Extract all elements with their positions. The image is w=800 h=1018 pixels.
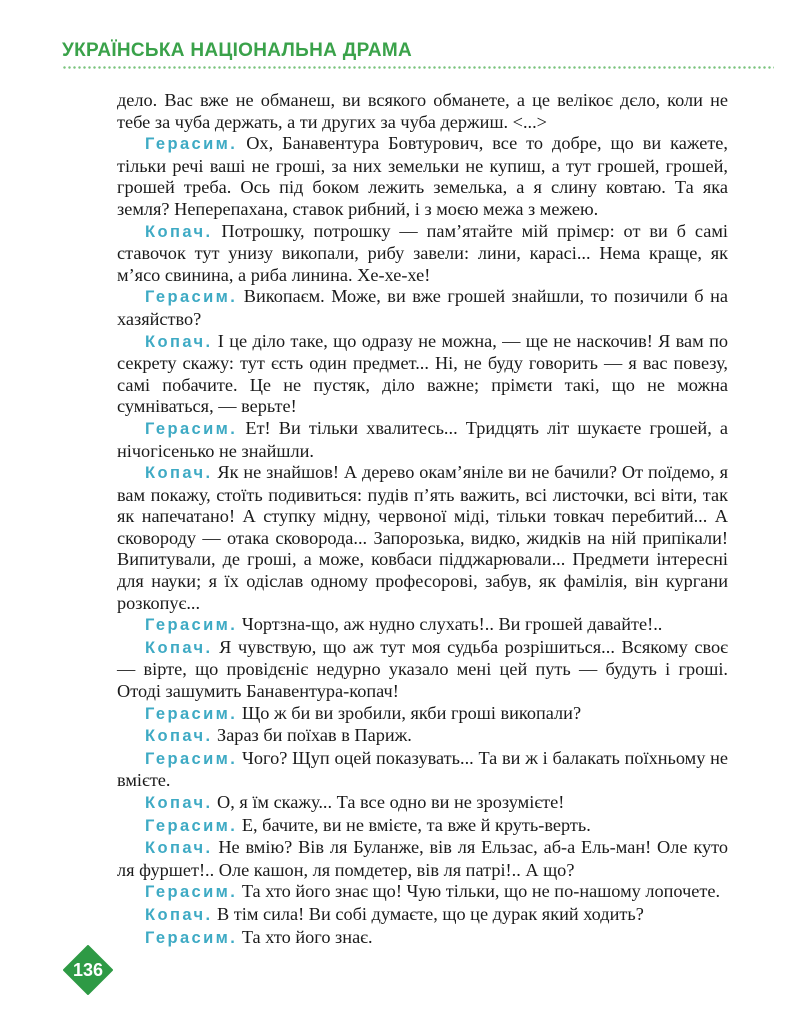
dialogue-line [117, 792, 728, 815]
page-number: 136 [72, 960, 104, 980]
paragraph [117, 90, 728, 133]
speaker-name: Герасим. [145, 704, 238, 723]
line-text: Чого? Щуп оцей показувать... Та ви ж і балакать поїхньому не вмієте. [117, 747, 728, 791]
line-text: Потрошку, потрошку — пам’ятайте мій прімєр: от ви б самі ставочок тут унизу викопали, рибу завели: лини, карасі... Нема краще, як м’ясо свинина, а риба линина. Хе-хе-хе! [117, 220, 728, 285]
dialogue-line [117, 331, 728, 418]
speaker-name: Копач. [145, 332, 213, 351]
speaker-name: Герасим. [145, 816, 238, 835]
dialogue-line [117, 133, 728, 220]
speaker-name: Копач. [145, 638, 213, 657]
paragraph-text: дело. Вас вже не обманеш, ви всякого обманете, а це велікоє дєло, коли не тебе за чуба держать, а ти других за чуба держиш. <...> [117, 90, 728, 132]
dialogue-line [117, 703, 728, 726]
dialogue-line [117, 748, 728, 792]
speaker-name: Копач. [145, 794, 213, 812]
drama-text [117, 90, 728, 949]
line-text: Ет! Ви тільки хвалитесь... Тридцять літ шукаєте грошей, а нічогісенько не знайшли. [117, 417, 729, 461]
line-text: Не вмію? Вів ля Буланже, вів ля Ельзас, аб-а Ель-ман! Оле куто ля фуршет!.. Оле кашон, ля помдетер, вів ля патрі!.. А що? [117, 837, 728, 880]
speaker-name: Герасим. [145, 883, 238, 902]
dialogue-line [117, 881, 728, 904]
line-text: Та хто його знає. [241, 926, 373, 947]
dialogue-line [117, 927, 728, 950]
line-text: Ох, Банавентура Бовтурович, все то добре, що ви кажете, тільки речі ваші не гроші, за них земельки не купиш, а тут грошей, грошей, грошей треба. Ось під боком лежить земелька, а я слину ковтаю. Та яка земля? Неперепахана, ставок рибний, і з моєю межа з межею. [117, 133, 728, 219]
line-text: Чортзна-що, аж нудно слухать!.. Ви грошей давайте!.. [241, 614, 663, 635]
dialogue-line [117, 418, 728, 462]
line-text: Я чувствую, що аж тут моя судьба розрішиться... Всякому своє — вірте, що провідєніє недурно указало мені цей путь — будуть і гроші. Отоді зашумить Банавентура-копач! [117, 636, 728, 702]
speaker-name: Герасим. [145, 616, 238, 635]
line-text: Е, бачите, ви не вмієте, та вже й круть-верть. [241, 814, 591, 835]
speaker-name: Копач. [145, 727, 213, 746]
dialogue-line [117, 837, 728, 881]
dialogue-line [117, 286, 728, 330]
line-text: Що ж би ви зробили, якби гроші викопали? [241, 702, 582, 723]
dialogue-line [117, 637, 728, 703]
dialogue-line [117, 462, 728, 614]
line-text: Зараз би поїхав в Париж. [217, 725, 412, 746]
speaker-name: Герасим. [145, 135, 238, 154]
line-text: Та хто його знає що! Чую тільки, що не по-нашому лопочете. [241, 881, 721, 902]
dialogue-line [117, 221, 728, 287]
speaker-name: Герасим. [145, 419, 238, 438]
header-dotted-rule [62, 66, 774, 69]
line-text: Як не знайшов! А дерево окам’яніле ви не бачили? От поїдемо, я вам покажу, стоїть подивиться: пудів п’ять важить, всі листочки, всі віти, так як напечатано! А ступку мідну, червоної міді, тільки товкач перебитий... А сковороду — отака сковорода... Запорозька, видко, жидків на ній припікали! Випитували, де гроші, а може, ковбаси підджарювали... Предмети інтересні для науки; я їх одіслав одному професорові, забув, як фамілія, він кургани розкопує... [117, 462, 729, 613]
speaker-name: Герасим. [145, 288, 238, 307]
dialogue-line [117, 725, 728, 748]
line-text: Викопаєм. Може, ви вже грошей знайшли, то позичили б на хазяйство? [117, 286, 728, 329]
speaker-name: Герасим. [145, 749, 238, 768]
speaker-name: Герасим. [145, 928, 238, 947]
dialogue-line [117, 614, 728, 637]
line-text: В тім сила! Ви собі думаєте, що це дурак який ходить? [217, 903, 644, 924]
speaker-name: Копач. [145, 222, 213, 241]
speaker-name: Копач. [145, 905, 213, 924]
line-text: І це діло таке, що одразу не можна, — ще не наскочив! Я вам по секрету скажу: тут єсть один предмет... Ні, не буду говорить — я вас повезу, самі побачите. Це не пустяк, діло важне; прімєти такі, що не можна сумніваться, — верьте! [117, 330, 728, 417]
speaker-name: Копач. [145, 464, 213, 483]
dialogue-line [117, 904, 728, 927]
line-text: О, я їм скажу... Та все одно ви не зрозумієте! [217, 792, 565, 812]
dialogue-line [117, 815, 728, 838]
running-header: УКРАЇНСЬКА НАЦІОНАЛЬНА ДРАМА [62, 40, 413, 61]
speaker-name: Копач. [145, 839, 213, 858]
page-number-badge [63, 945, 113, 995]
